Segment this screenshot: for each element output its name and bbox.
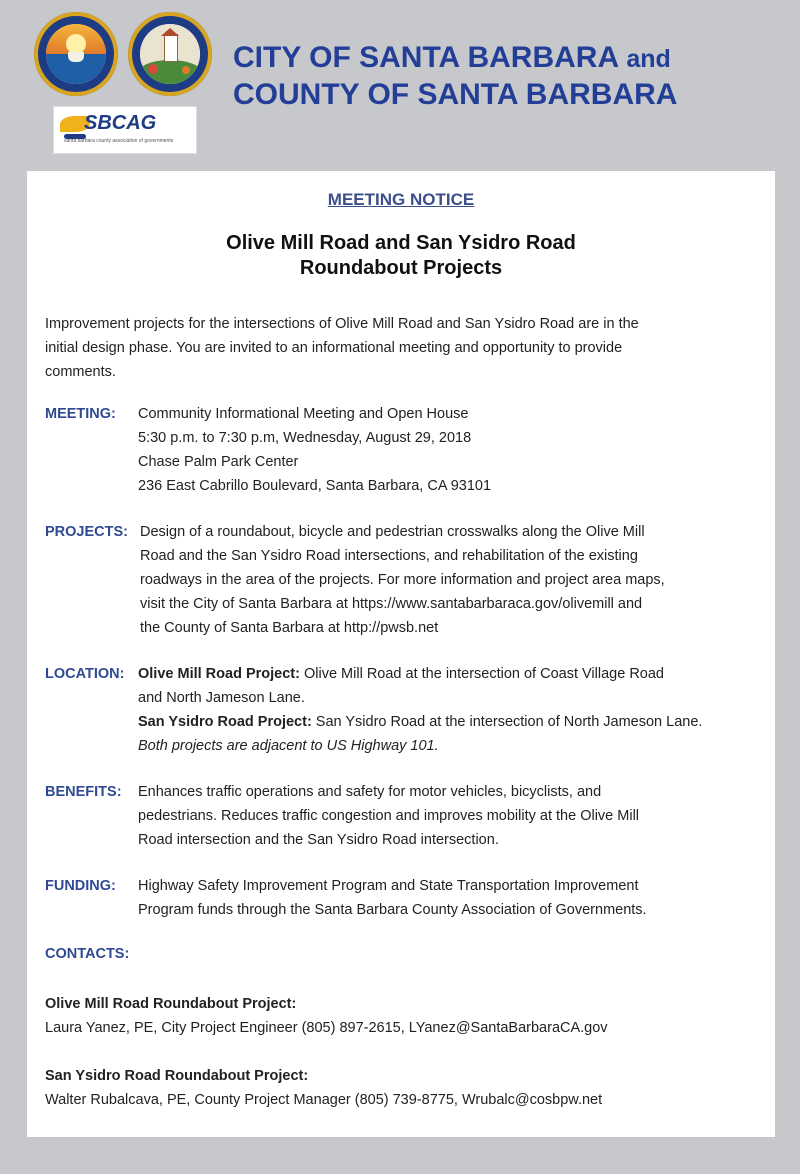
funding-details [138,874,760,922]
benefits-line: Road intersection and the San Ysidro Road intersection. [138,832,499,848]
location-olive-line [138,662,760,686]
meeting-line: Chase Palm Park Center [138,454,299,470]
olive-project-text: Olive Mill Road at the intersection of Coast Village Road [299,666,664,682]
location-sanysidro-line [138,710,760,734]
sanysidro-contact-detail: Walter Rubalcava, PE, County Project Manager (805) 739-8775, Wrubalc@cosbpw.net [45,1092,603,1108]
projects-line: the County of Santa Barbara at http://pwsb.net [140,620,439,636]
meeting-details [138,402,760,498]
funding-line: Highway Safety Improvement Program and State Transportation Improvement [138,878,639,894]
notice-title-line1: Olive Mill Road and San Ysidro Road [226,232,576,254]
intro-paragraph [45,312,757,384]
olive-contact-title: Olive Mill Road Roundabout Project: [45,996,297,1012]
notice-title [27,231,775,281]
meeting-line: 5:30 p.m. to 7:30 p.m, Wednesday, August 29, 2018 [138,430,472,446]
sanysidro-contact [45,1064,760,1112]
benefits-line: pedestrians. Reduces traffic congestion and improves mobility at the Olive Mill [138,808,640,824]
contacts-label: CONTACTS: [45,946,130,962]
city-seal-icon [34,12,118,96]
projects-details [140,520,762,640]
sanysidro-contact-title: San Ysidro Road Roundabout Project: [45,1068,309,1084]
projects-line: visit the City of Santa Barbara at https://www.santabarbaraca.gov/olivemill and [140,596,643,612]
notice-title-line2: Roundabout Projects [299,257,503,279]
page-header [0,0,800,160]
agency-title-line1: CITY OF SANTA BARBARA [233,41,618,74]
olive-contact [45,992,760,1040]
sanysidro-project-label: San Ysidro Road Project: [138,714,312,730]
intro-line: initial design phase. You are invited to an informational meeting and opportunity to provide [45,340,623,356]
location-note: Both projects are adjacent to US Highway 101. [138,738,439,754]
agency-title-line2: COUNTY OF SANTA BARBARA [233,78,678,111]
agency-title-and: and [626,45,671,73]
benefits-label: BENEFITS: [45,784,122,800]
projects-label: PROJECTS: [45,524,128,540]
benefits-details [138,780,760,852]
funding-line: Program funds through the Santa Barbara County Association of Governments. [138,902,647,918]
funding-label: FUNDING: [45,878,116,894]
agency-title [233,40,677,113]
location-olive-line2: and North Jameson Lane. [138,690,305,706]
projects-line: Road and the San Ysidro Road intersections, and rehabilitation of the existing [140,548,638,564]
projects-line: roadways in the area of the projects. For more information and project area maps, [140,572,665,588]
notice-heading: MEETING NOTICE [327,190,475,209]
olive-contact-detail: Laura Yanez, PE, City Project Engineer (805) 897-2615, LYanez@SantaBarbaraCA.gov [45,1020,608,1036]
projects-line: Design of a roundabout, bicycle and pedestrian crosswalks along the Olive Mill [140,524,645,540]
benefits-line: Enhances traffic operations and safety for motor vehicles, bicyclists, and [138,784,602,800]
meeting-label: MEETING: [45,406,116,422]
location-details [138,662,760,758]
meeting-line: 236 East Cabrillo Boulevard, Santa Barbara, CA 93101 [138,478,492,494]
sbcag-logo-text: SBCAG [84,112,157,134]
sanysidro-project-text: San Ysidro Road at the intersection of North Jameson Lane. [311,714,703,730]
sbcag-logo [53,106,197,154]
intro-line: Improvement projects for the intersections of Olive Mill Road and San Ysidro Road are in the [45,316,639,332]
county-seal-icon [128,12,212,96]
olive-project-label: Olive Mill Road Project: [138,666,300,682]
intro-line: comments. [45,364,116,380]
sbcag-tagline: santa barbara county association of governments [64,138,174,144]
location-label: LOCATION: [45,666,125,682]
meeting-line: Community Informational Meeting and Open House [138,406,469,422]
notice-card [27,171,775,1137]
